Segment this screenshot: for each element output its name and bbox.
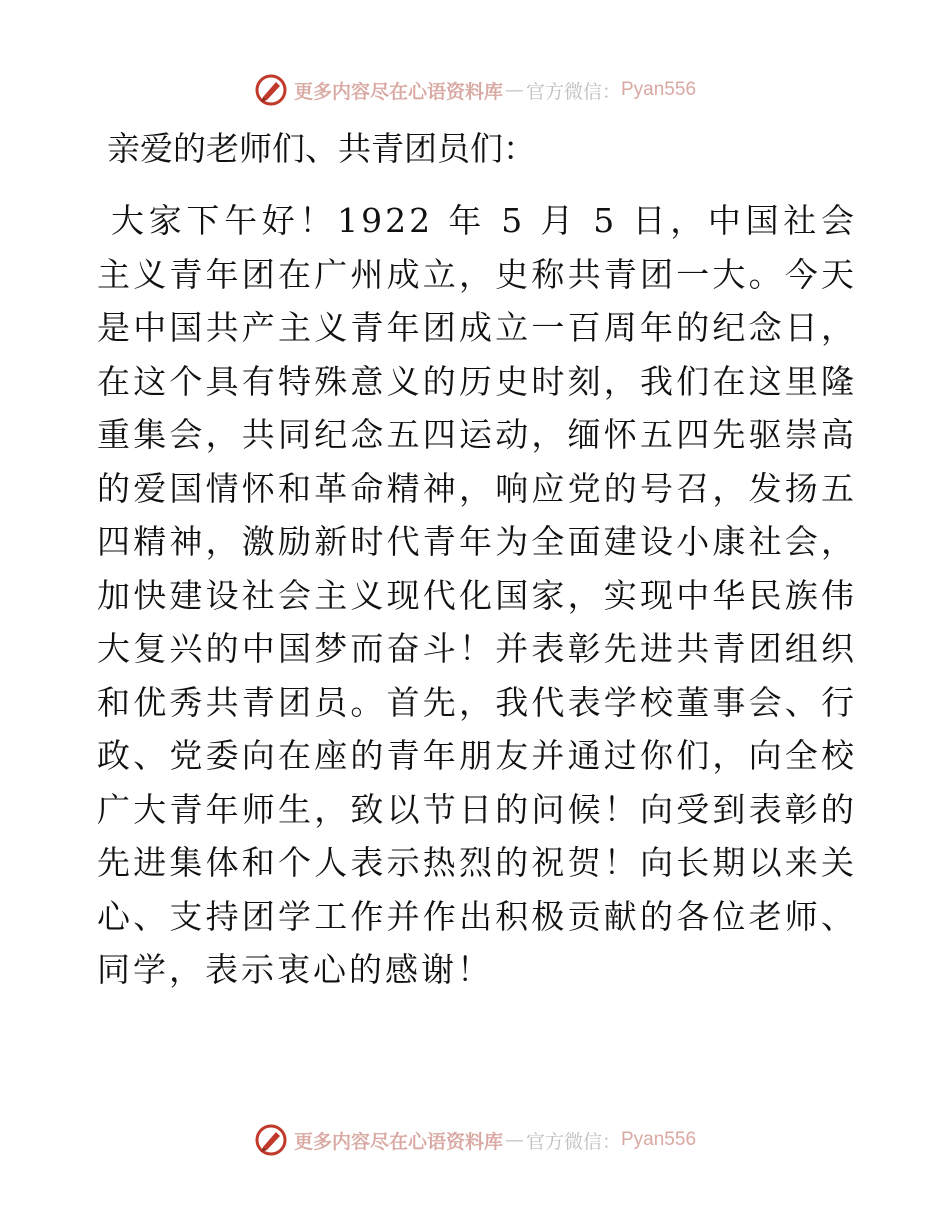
watermark-separator: — (504, 1129, 524, 1151)
footer-watermark (0, 1120, 950, 1160)
watermark-site-text: 更多内容尽在心语资料库 (293, 1130, 503, 1153)
pen-logo-icon (254, 73, 288, 107)
watermark-wechat-id: Pyan556 (621, 79, 697, 100)
watermark-wechat-label: 官方微信： (525, 80, 621, 103)
pen-logo-icon (254, 1123, 288, 1157)
watermark-separator: — (504, 79, 524, 101)
document-body (97, 124, 857, 997)
watermark-wechat-label: 官方微信： (525, 1130, 621, 1153)
watermark-site-text: 更多内容尽在心语资料库 (293, 80, 503, 103)
header-watermark (0, 70, 950, 110)
speech-paragraph: 大家下午好！1922 年 5 月 5 日，中国社会主义青年团在广州成立，史称共青团一大。今天是中国共产主义青年团成立一百周年的纪念日，在这个具有特殊意义的历史时刻，我们在这里隆重集会，共同纪念五四运动，缅怀五四先驱崇高的爱国情怀和革命精神，响应党的号召，发扬五四精神，激励新时代青年为全面建设小康社会，加快建设社会主义现代化国家，实现中华民族伟大复兴的中国梦而奋斗！并表彰先进共青团组织和优秀共青团员。首先，我代表学校董事会、行政、党委向在座的青年朋友并通过你们，向全校广大青年师生，致以节日的问候！向受到表彰的先进集体和个人表示热烈的祝贺！向长期以来关心、支持团学工作并作出积极贡献的各位老师、同学，表示衷心的感谢！ (97, 201, 857, 989)
greeting-line: 亲爱的老师们、共青团员们： (107, 129, 536, 168)
watermark-wechat-id: Pyan556 (621, 1129, 697, 1150)
